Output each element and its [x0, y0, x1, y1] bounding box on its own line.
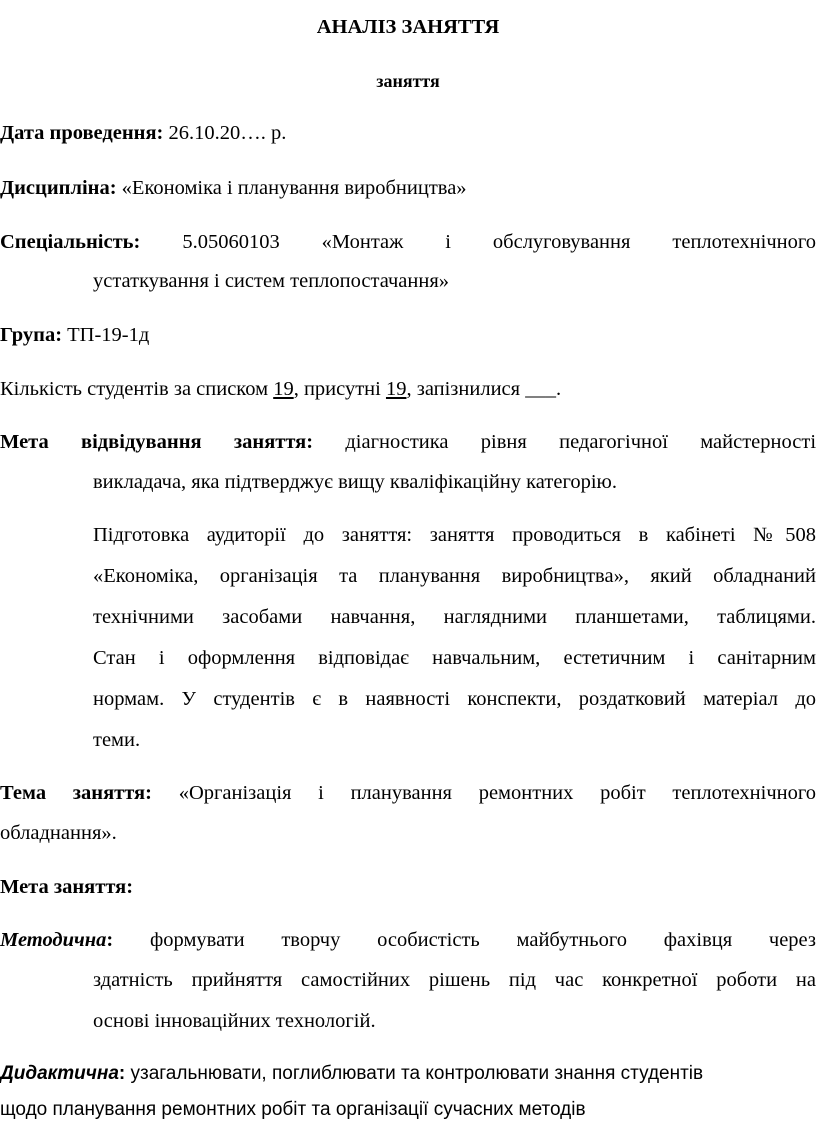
topic-value-line2: обладнання». [0, 822, 117, 844]
didactic-colon: : [118, 1063, 126, 1084]
group-row [0, 322, 816, 348]
preparation-line: нормам. У студентів є в наявності конспекти, роздатковий матеріал до [93, 688, 816, 710]
specialty-label: Спеціальність: [0, 231, 141, 253]
methodical-label: Методична [0, 929, 107, 951]
group-value: ТП-19-1д [67, 324, 150, 346]
students-text-1: Кількість студентів за списком [0, 378, 274, 400]
date-label: Дата проведення: [0, 122, 164, 144]
visit-goal-value-line2: викладача, яка підтверджує вищу кваліфікаційну категорію. [93, 471, 617, 493]
methodical-line: основі інноваційних технологій. [93, 1010, 376, 1032]
discipline-label: Дисципліна: [0, 177, 117, 199]
didactic-row [0, 1061, 816, 1087]
students-listed: 19 [273, 378, 294, 400]
group-label: Група: [0, 324, 63, 346]
preparation-line: Підготовка аудиторії до заняття: заняття проводиться в кабінеті №508 [93, 524, 816, 546]
preparation-line: «Економіка, організація та планування виробництва», який обладнаний [93, 565, 816, 587]
didactic-line1: узагальнювати, поглиблювати та контролювати знання студентів [125, 1063, 704, 1084]
date-row [0, 120, 816, 146]
methodical-line: здатність прийняття самостійних рішень під час конкретної роботи на [93, 969, 816, 991]
topic-row [0, 780, 816, 806]
document-subtitle: заняття [376, 71, 440, 91]
preparation-line: технічними засобами навчання, наглядними планшетами, таблицями. [93, 606, 816, 628]
didactic-label: Дидактична [0, 1063, 119, 1084]
preparation-line: теми. [93, 729, 141, 751]
students-row [0, 376, 816, 402]
document-title: АНАЛІЗ ЗАНЯТТЯ [316, 16, 500, 38]
preparation-line: Стан і оформлення відповідає навчальним, естетичним і санітарним [93, 647, 816, 669]
visit-goal-label: Мета відвідування заняття: [0, 431, 314, 453]
methodical-line1: формувати творчу особистість майбутнього фахівця через [149, 929, 816, 951]
topic-label: Тема заняття: [0, 782, 152, 804]
discipline-value: «Економіка і планування виробництва» [121, 177, 467, 199]
lesson-goal-label: Мета заняття: [0, 876, 134, 898]
methodical-heading [0, 929, 113, 951]
methodical-colon: : [106, 929, 114, 951]
visit-goal-value-line1: діагностика рівня педагогічної майстерності [345, 431, 816, 453]
discipline-row [0, 175, 816, 201]
didactic-line2: щодо планування ремонтних робіт та організації сучасних методів [0, 1099, 586, 1120]
visit-goal-row [0, 429, 816, 455]
specialty-row [0, 229, 816, 255]
methodical-row [0, 927, 816, 953]
specialty-value-line1: 5.05060103 «Монтаж і обслуговування теплотехнічного [182, 231, 816, 253]
topic-value-line1: «Організація і планування ремонтних робіт теплотехнічного [178, 782, 816, 804]
students-text-3: , запізнилися [406, 378, 526, 400]
date-value: 26.10.20…. р. [168, 122, 287, 144]
students-text-4: . [555, 378, 562, 400]
students-present: 19 [385, 378, 407, 400]
students-late: ___ [525, 378, 556, 400]
students-text-2: , присутні [293, 378, 386, 400]
specialty-value-line2: устаткування і систем теплопостачання» [93, 270, 450, 292]
